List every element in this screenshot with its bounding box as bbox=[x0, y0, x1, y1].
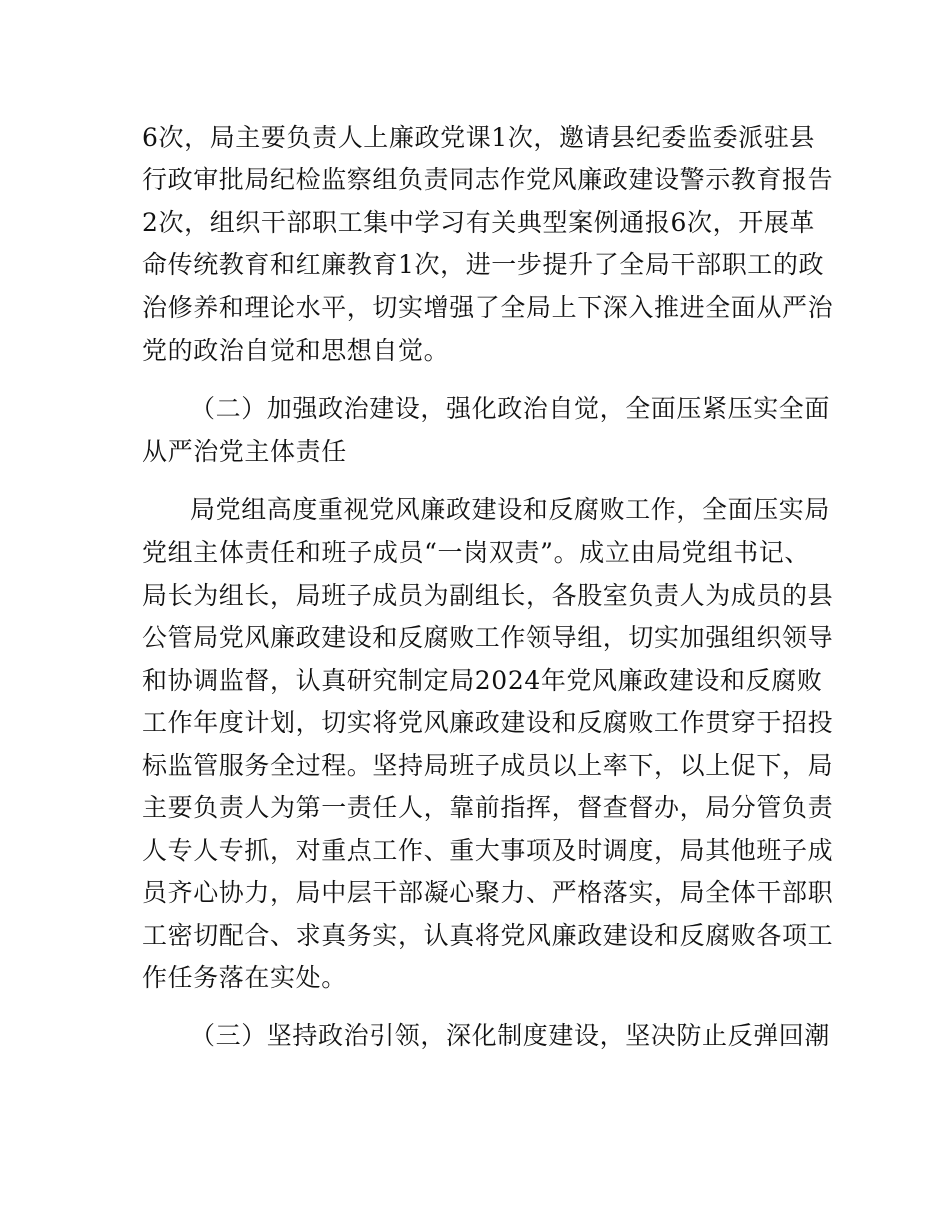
text-line: 局党组高度重视党风廉政建设和反腐败工作，全面压实局 bbox=[190, 495, 831, 524]
heading-line: （三）坚持政治引领，深化制度建设，坚决防止反弹回潮 bbox=[190, 1021, 831, 1050]
text-line: 工作年度计划，切实将党风廉政建设和反腐败工作贯穿于招投 bbox=[142, 708, 834, 737]
heading-line: （二）加强政治建设，强化政治自觉，全面压紧压实全面 bbox=[190, 394, 831, 423]
text-line: 主要负责人为第一责任人，靠前指挥，督查督办，局分管负责 bbox=[142, 793, 834, 822]
text-line: 人专人专抓，对重点工作、重大事项及时调度，局其他班子成 bbox=[142, 836, 834, 865]
text-line: 治修养和理论水平，切实增强了全局上下深入推进全面从严治 bbox=[142, 293, 834, 322]
text-line: 局长为组长，局班子成员为副组长，各股室负责人为成员的县 bbox=[142, 581, 834, 610]
text-line: 党组主体责任和班子成员“一岗双责”。成立由局党组书记、 bbox=[142, 538, 810, 567]
text-line: 命传统教育和红廉教育1次，进一步提升了全局干部职工的政 bbox=[142, 250, 825, 279]
text-line: 员齐心协力，局中层干部凝心聚力、严格落实，局全体干部职 bbox=[142, 878, 834, 907]
text-line: 行政审批局纪检监察组负责同志作党风廉政建设警示教育报告 bbox=[142, 165, 834, 194]
text-line: 工密切配合、求真务实，认真将党风廉政建设和反腐败各项工 bbox=[142, 921, 834, 950]
text-line: 公管局党风廉政建设和反腐败工作领导组，切实加强组织领导 bbox=[142, 623, 834, 652]
heading-line: 从严治党主体责任 bbox=[142, 437, 347, 466]
text-line: 党的政治自觉和思想自觉。 bbox=[142, 336, 450, 365]
text-line: 6次，局主要负责人上廉政党课1次，邀请县纪委监委派驻县 bbox=[142, 123, 816, 152]
text-line: 和协调监督，认真研究制定局2024年党风廉政建设和反腐败 bbox=[142, 666, 823, 695]
text-line: 作任务落在实处。 bbox=[142, 963, 347, 992]
text-line: 2次，组织干部职工集中学习有关典型案例通报6次，开展革 bbox=[142, 208, 816, 237]
text-line: 标监管服务全过程。坚持局班子成员以上率下，以上促下，局 bbox=[142, 751, 834, 780]
